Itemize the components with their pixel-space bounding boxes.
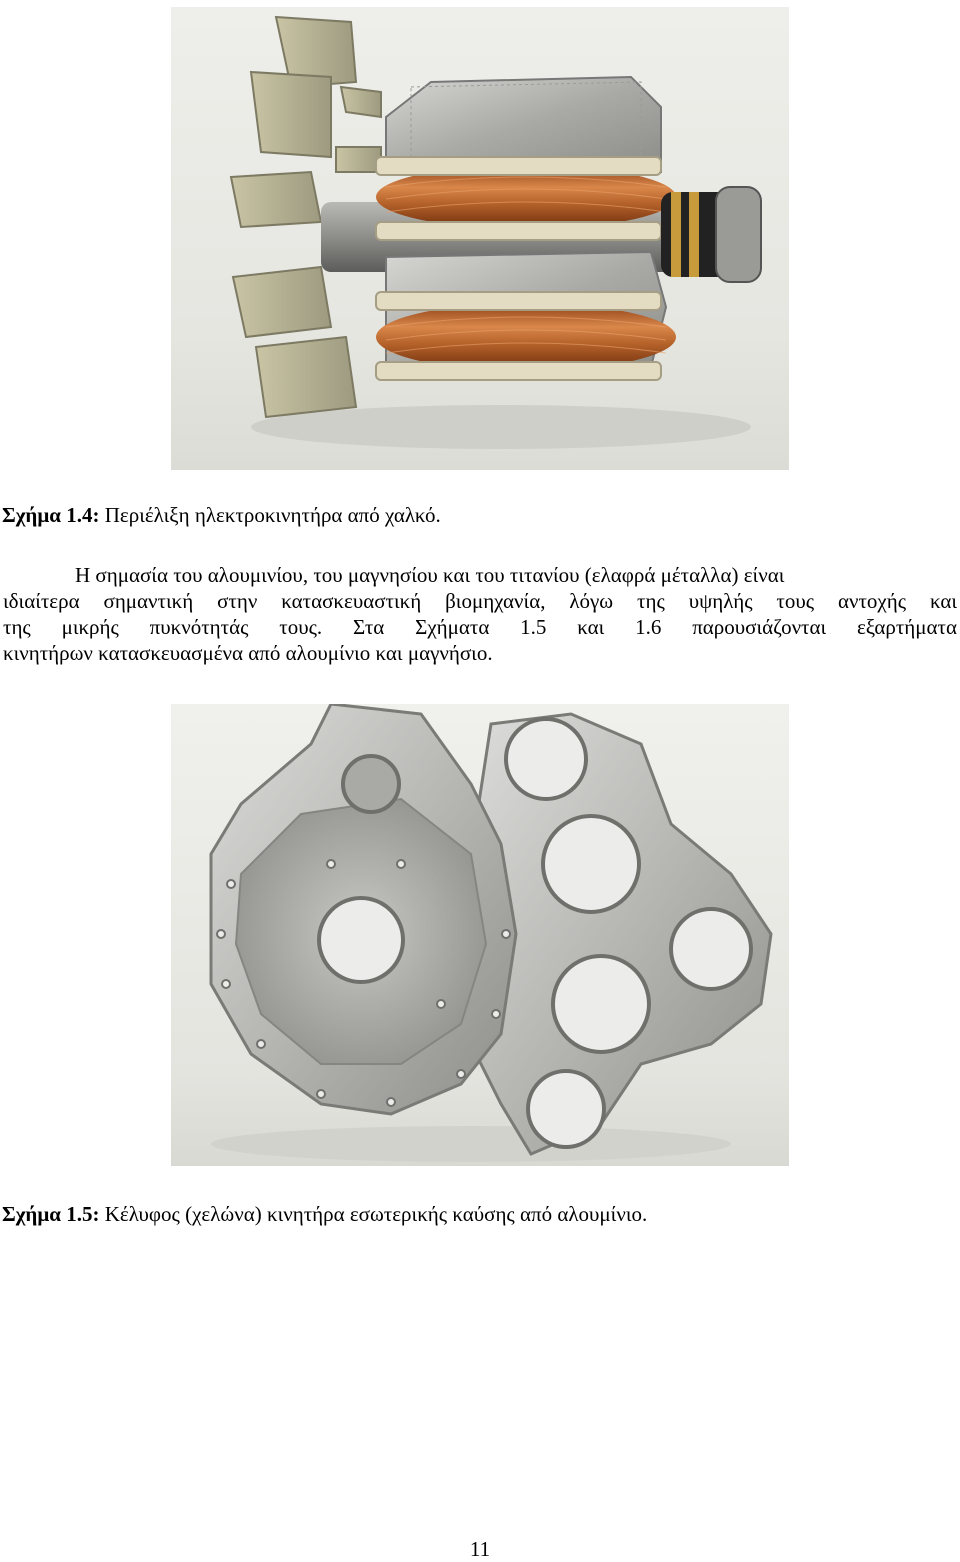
- figure-2-caption-label: Σχήμα 1.5:: [2, 1202, 100, 1226]
- copper-winding-bottom: [376, 303, 676, 371]
- motor-winding-photo: [171, 7, 789, 470]
- motor-winding-illustration: [171, 7, 789, 470]
- page-number: 11: [469, 1537, 491, 1561]
- figure-2-caption-text: Κέλυφος (χελώνα) κινητήρα εσωτερικής καύσης από αλουμίνιο.: [99, 1202, 648, 1226]
- figure-1-caption-label: Σχήμα 1.4:: [2, 503, 100, 527]
- paragraph-line: της μικρής πυκνότητάς τους. Στα Σχήματα 1.5 και 1.6 παρουσιάζονται εξαρτήματα: [3, 615, 957, 639]
- body-paragraph: [3, 562, 957, 666]
- figure-1-caption-text: Περιέλιξη ηλεκτροκινητήρα από χαλκό.: [99, 503, 441, 527]
- figure-2-caption: [2, 1204, 647, 1225]
- figure-1-caption: [2, 505, 441, 526]
- engine-housing-photo: [171, 704, 789, 1166]
- slip-rings: [661, 187, 761, 282]
- paragraph-line: ιδιαίτερα σημαντική στην κατασκευαστική βιομηχανία, λόγω της υψηλής τους αντοχής και: [3, 589, 957, 613]
- paragraph-line: κινητήρων κατασκευασμένα από αλουμίνιο και μαγνήσιο.: [3, 641, 493, 665]
- engine-housing-illustration: [171, 704, 789, 1166]
- paragraph-line: Η σημασία του αλουμινίου, του μαγνησίου και του τιτανίου (ελαφρά μέταλλα) είναι: [75, 563, 785, 587]
